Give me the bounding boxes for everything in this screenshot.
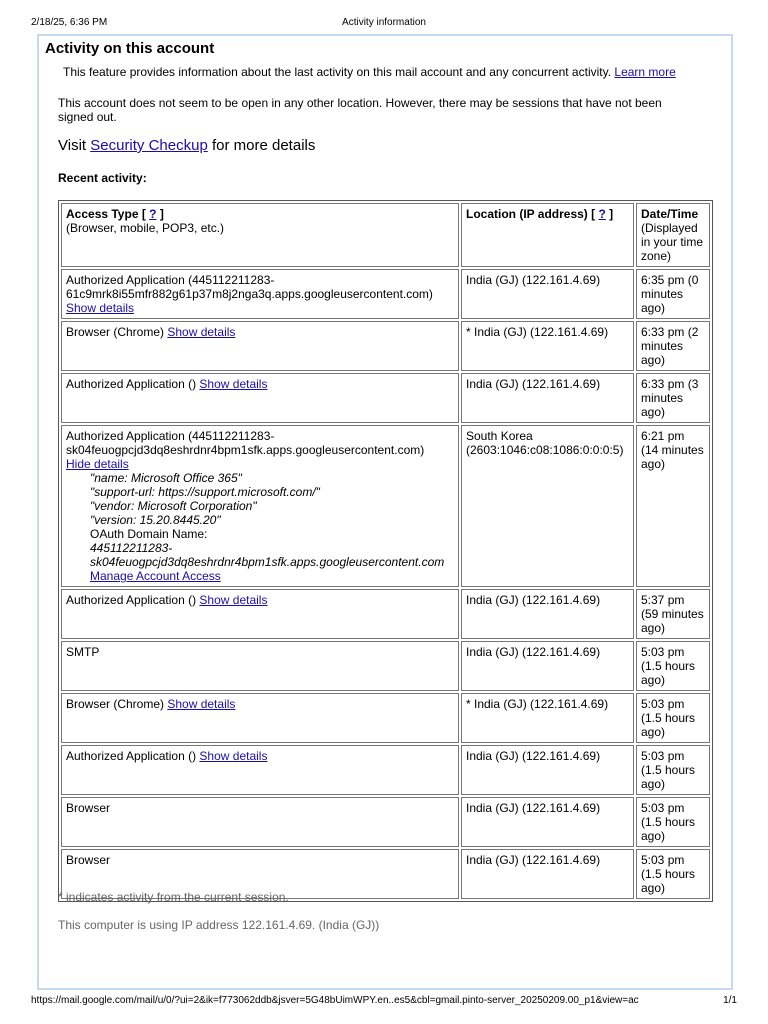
time-cell: 6:21 pm (14 minutes ago): [636, 425, 710, 587]
access-cell: [61, 373, 459, 423]
access-type: Authorized Application (): [66, 377, 197, 391]
time-cell: 5:03 pm (1.5 hours ago): [636, 849, 710, 899]
hide-details-link[interactable]: Hide details: [66, 457, 129, 471]
location-bracket: ]: [609, 207, 614, 221]
session-notice: This account does not seem to be open in any other location. However, there may be sessions that have not been signed out.: [58, 96, 662, 124]
manage-account-access-link[interactable]: Manage Account Access: [90, 569, 221, 583]
page-number: 1/1: [723, 995, 737, 1006]
detail-name: "name: Microsoft Office 365": [90, 471, 242, 485]
show-details-link[interactable]: Show details: [199, 377, 268, 391]
header-date-time: [636, 203, 710, 267]
intro-text: [63, 65, 676, 79]
location-cell: India (GJ) (122.161.4.69): [461, 745, 634, 795]
access-cell: Browser: [61, 849, 459, 899]
current-session-footnote: * indicates activity from the current session.: [58, 890, 289, 904]
access-type: Authorized Application (445112211283-sk04feuogpcjd3dq8eshrdnr4bpm1sfk.apps.googleusercontent.com): [66, 429, 425, 457]
show-details-link[interactable]: Show details: [66, 301, 135, 315]
page-title: Activity on this account: [45, 40, 215, 57]
time-cell: 6:33 pm (3 minutes ago): [636, 373, 710, 423]
access-cell: SMTP: [61, 641, 459, 691]
access-cell: [61, 425, 459, 587]
access-type: Browser (Chrome): [66, 697, 165, 711]
location-title: Location (IP address) [: [466, 207, 596, 221]
access-type-help-link[interactable]: ?: [149, 207, 157, 221]
table-row: [61, 269, 710, 319]
detail-version: "version: 15.20.8445.20": [90, 513, 221, 527]
activity-frame: [37, 34, 733, 990]
datetime-title: Date/Time: [641, 207, 699, 221]
access-cell: [61, 321, 459, 371]
location-cell: India (GJ) (122.161.4.69): [461, 269, 634, 319]
location-cell: South Korea (2603:1046:c08:1086:0:0:0:5): [461, 425, 634, 587]
current-ip-line: This computer is using IP address 122.161.4.69. (India (GJ)): [58, 918, 380, 932]
recent-activity-label: Recent activity:: [58, 171, 147, 185]
table-header-row: [61, 203, 710, 267]
location-cell: India (GJ) (122.161.4.69): [461, 589, 634, 639]
table-row-expanded: [61, 425, 710, 587]
location-cell: * India (GJ) (122.161.4.69): [461, 693, 634, 743]
show-details-link[interactable]: Show details: [199, 749, 268, 763]
time-cell: 5:37 pm (59 minutes ago): [636, 589, 710, 639]
access-type: Authorized Application (445112211283-61c9mrk8i55mfr882g61p37m8j2nga3q.apps.googleusercontent.com): [66, 273, 433, 301]
intro-description: This feature provides information about the last activity on this mail account and any concurrent activity.: [63, 65, 612, 79]
security-checkup-link[interactable]: Security Checkup: [90, 137, 208, 154]
oauth-domain-label: OAuth Domain Name:: [90, 527, 208, 541]
table-row: [61, 589, 710, 639]
table-row: [61, 321, 710, 371]
access-cell: [61, 589, 459, 639]
security-checkup-line: [58, 137, 315, 154]
location-cell: India (GJ) (122.161.4.69): [461, 797, 634, 847]
detail-vendor: "vendor: Microsoft Corporation": [90, 499, 257, 513]
table-row: [61, 373, 710, 423]
time-cell: 5:03 pm (1.5 hours ago): [636, 745, 710, 795]
access-cell: [61, 693, 459, 743]
access-type: Authorized Application (): [66, 593, 197, 607]
table-row: [61, 797, 710, 847]
location-cell: * India (GJ) (122.161.4.69): [461, 321, 634, 371]
print-url: https://mail.google.com/mail/u/0/?ui=2&ik=f773062ddb&jsver=5G48bUimWPY.en..es5&cbl=gmail.pinto-server_20250209.00_p1&view=ac: [31, 995, 639, 1006]
time-cell: 5:03 pm (1.5 hours ago): [636, 641, 710, 691]
location-cell: India (GJ) (122.161.4.69): [461, 373, 634, 423]
print-date: 2/18/25, 6:36 PM: [31, 17, 108, 28]
print-title: Activity information: [342, 17, 426, 28]
location-cell: India (GJ) (122.161.4.69): [461, 641, 634, 691]
time-cell: 6:35 pm (0 minutes ago): [636, 269, 710, 319]
access-type-bracket: ]: [159, 207, 164, 221]
table-row: [61, 745, 710, 795]
table-row: [61, 641, 710, 691]
print-header: [0, 17, 768, 31]
access-cell: Browser: [61, 797, 459, 847]
time-cell: 5:03 pm (1.5 hours ago): [636, 693, 710, 743]
show-details-link[interactable]: Show details: [167, 697, 236, 711]
visit-suffix: for more details: [211, 137, 316, 154]
oauth-domain-value: 445112211283-sk04feuogpcjd3dq8eshrdnr4bpm1sfk.apps.googleusercontent.com: [90, 541, 445, 569]
detail-support-url: "support-url: https://support.microsoft.com/": [90, 485, 320, 499]
datetime-subtitle: (Displayed in your time zone): [641, 221, 704, 263]
access-type: Browser (Chrome): [66, 325, 165, 339]
show-details-link[interactable]: Show details: [167, 325, 236, 339]
table-row: [61, 693, 710, 743]
location-help-link[interactable]: ?: [598, 207, 606, 221]
learn-more-link[interactable]: Learn more: [614, 65, 676, 79]
access-cell: [61, 269, 459, 319]
activity-table: [58, 200, 713, 902]
header-location: [461, 203, 634, 267]
access-type-subtitle: (Browser, mobile, POP3, etc.): [66, 221, 225, 235]
time-cell: 5:03 pm (1.5 hours ago): [636, 797, 710, 847]
location-cell: India (GJ) (122.161.4.69): [461, 849, 634, 899]
visit-prefix: Visit: [58, 137, 87, 154]
access-type-title: Access Type [: [66, 207, 146, 221]
print-footer: [0, 995, 768, 1009]
access-cell: [61, 745, 459, 795]
header-access-type: [61, 203, 459, 267]
time-cell: 6:33 pm (2 minutes ago): [636, 321, 710, 371]
show-details-link[interactable]: Show details: [199, 593, 268, 607]
access-type: Authorized Application (): [66, 749, 197, 763]
